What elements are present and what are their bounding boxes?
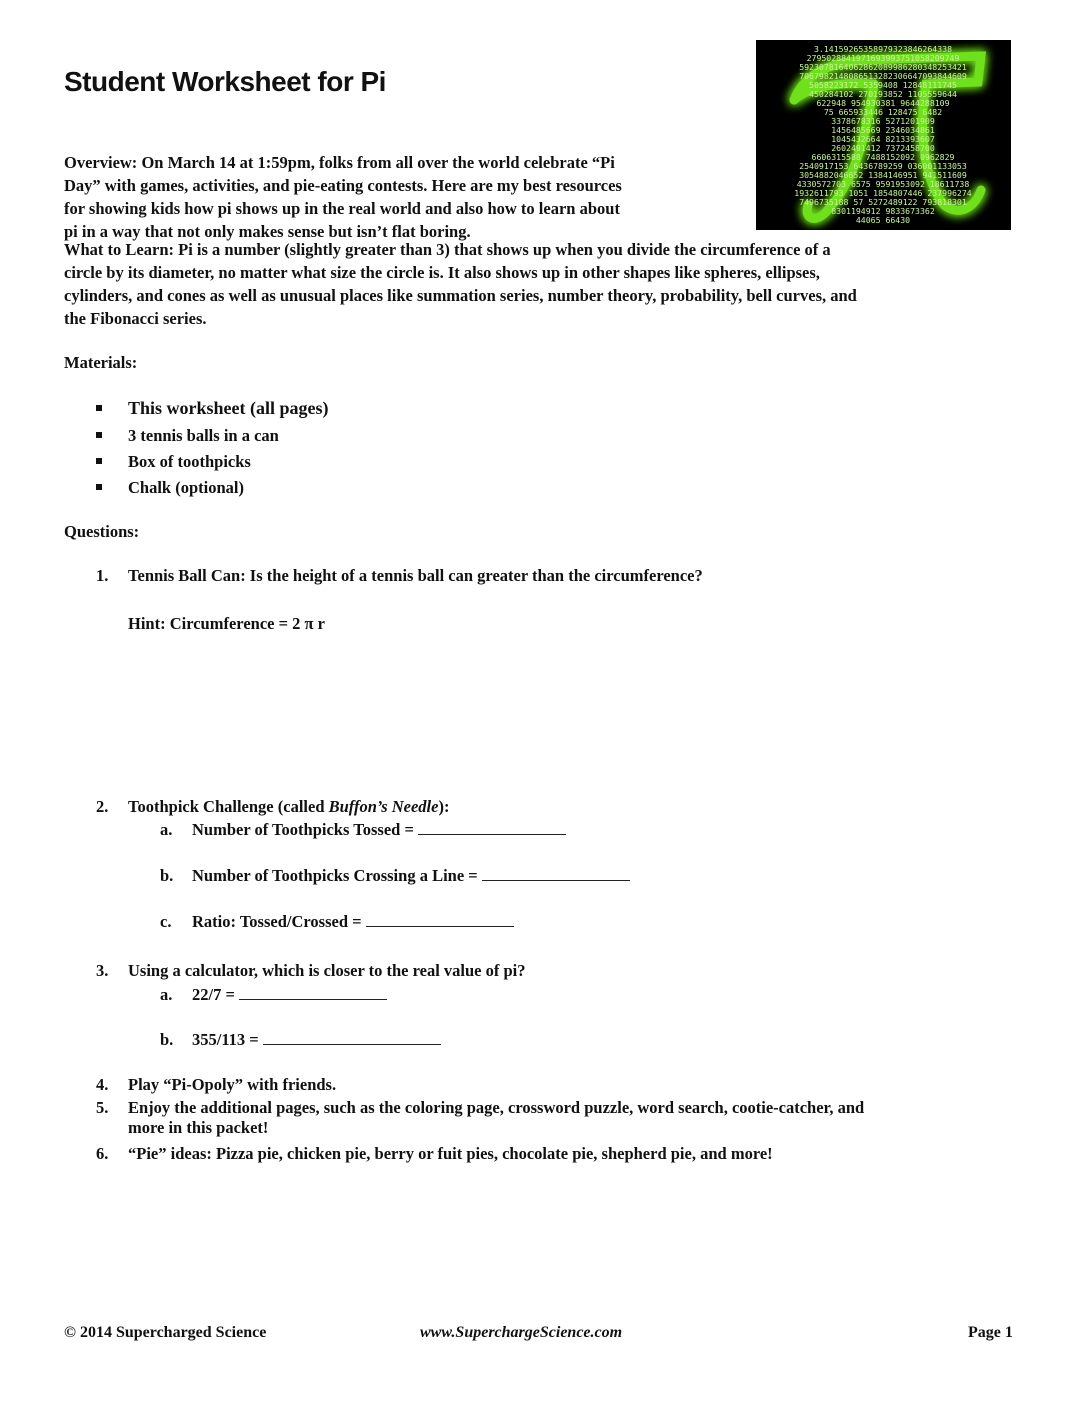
answer-blank-2b[interactable] [482, 866, 630, 881]
pi-digits-line: 5058223172 5359408 12848111745 [809, 80, 957, 90]
question-6-text: “Pie” ideas: Pizza pie, chicken pie, berry or fuit pies, chocolate pie, shepherd pie, and more! [128, 1144, 773, 1163]
pi-digits-line: 4330572703 6575 9591953092 18611738 [796, 179, 970, 189]
question-3-number: 3. [96, 961, 109, 980]
question-2b-letter: b. [160, 866, 174, 885]
pi-digits-line: 5923078164062862089986280348253421 [799, 62, 967, 72]
buffons-needle-term: Buffon’s Needle [328, 797, 439, 816]
footer-page-number: Page 1 [968, 1324, 1013, 1341]
material-item: This worksheet (all pages) [96, 398, 329, 419]
pi-digits-line: 44065 66430 [855, 215, 911, 225]
bullet-icon [96, 458, 102, 464]
pi-digits-line: 75 665933446 128475 6482 [823, 107, 943, 117]
pi-digits-line: 1456485669 2346034861 [831, 125, 935, 135]
material-item: Box of toothpicks [96, 452, 251, 472]
what-to-learn-paragraph: What to Learn: Pi is a number (slightly greater than 3) that shows up when you divide the circumference of a circle by its diameter, no matter what size the circle is. It also shows up in other shapes like spheres, ellipses, cylinders, and cones as well as unusual places like summation series, number theory, probability, bell curves, and the Fibonacci series. [64, 240, 857, 328]
question-1-hint: Hint: Circumference = 2 π r [128, 614, 325, 633]
question-3b: 355/113 = [192, 1030, 441, 1050]
pi-digits-line: 1932611793 1051 1854807446 237996274 [794, 188, 972, 198]
pi-digits-line: 2795028841971693993751058209749 [806, 53, 960, 63]
bullet-icon [96, 484, 102, 490]
question-5-number: 5. [96, 1098, 109, 1117]
what-to-learn-label: What to Learn: [64, 240, 174, 259]
materials-heading: Materials: [64, 353, 138, 372]
material-item: 3 tennis balls in a can [96, 426, 279, 446]
question-2-number: 2. [96, 797, 109, 816]
pi-digits-line: 2602491412 7372458700 [831, 143, 935, 153]
pi-digits-line: 7496735188 57 5272489122 793818301 [799, 197, 967, 207]
footer-website-link[interactable]: www.SuperchargeScience.com [420, 1324, 623, 1341]
pi-digits-line: 450284102 270193852 1105559644 [809, 89, 957, 99]
pi-digits-line: 7067982148086513282306647093844609 [799, 71, 967, 81]
question-3a: 22/7 = [192, 985, 387, 1005]
question-2c: Ratio: Tossed/Crossed = [192, 912, 514, 932]
answer-blank-3b[interactable] [263, 1030, 441, 1045]
pi-digits-line: 6606315588 7488152092 0962829 [811, 152, 955, 162]
answer-blank-2a[interactable] [418, 820, 566, 835]
question-1-number: 1. [96, 566, 109, 585]
pi-digits-line: 2540917153 6436789259 036001133053 [799, 161, 967, 171]
question-3b-letter: b. [160, 1030, 174, 1049]
question-3a-letter: a. [160, 985, 173, 1004]
question-2a: Number of Toothpicks Tossed = [192, 820, 566, 840]
question-6-number: 6. [96, 1144, 109, 1163]
pi-digits-line: 3.14159265358979323846264338 [813, 44, 953, 54]
answer-blank-3a[interactable] [239, 985, 387, 1000]
bullet-icon [96, 405, 102, 411]
overview-label: Overview: [64, 153, 138, 172]
question-4-number: 4. [96, 1075, 109, 1094]
bullet-icon [96, 432, 102, 438]
question-2-text: Toothpick Challenge (called Buffon’s Needle): [128, 797, 450, 816]
question-2a-letter: a. [160, 820, 173, 839]
pi-symbol-graphic [756, 40, 1011, 230]
page-title: Student Worksheet for Pi [64, 66, 386, 97]
pi-digits-line: 8301194912 9833673362 [831, 206, 935, 216]
answer-blank-2c[interactable] [366, 912, 514, 927]
pi-digits-line: 3378678316 5271201909 [831, 116, 935, 126]
question-4-text: Play “Pi-Opoly” with friends. [128, 1075, 337, 1094]
questions-heading: Questions: [64, 522, 140, 541]
material-item: Chalk (optional) [96, 478, 244, 498]
pi-image [756, 40, 1011, 230]
question-1-text: Tennis Ball Can: Is the height of a tennis ball can greater than the circumference? [128, 566, 703, 585]
pi-digits-line: 1045432664 8213393607 [831, 134, 935, 144]
question-2b: Number of Toothpicks Crossing a Line = [192, 866, 630, 886]
pi-digits-line: 3054882046652 1384146951 941511609 [799, 170, 967, 180]
footer-copyright: © 2014 Supercharged Science [64, 1324, 267, 1341]
overview-paragraph: Overview: On March 14 at 1:59pm, folks from all over the world celebrate “Pi Day” with games, activities, and pie-eating contests. Here are my best resources for showing kids how pi shows up in the real world and also how to learn about pi in a way that not only makes sense but isn’t flat boring. [64, 153, 622, 241]
pi-digits-line: 622948 954930381 9644288109 [816, 98, 950, 108]
question-3-text: Using a calculator, which is closer to the real value of pi? [128, 961, 526, 980]
question-2c-letter: c. [160, 912, 172, 931]
question-5-text: Enjoy the additional pages, such as the coloring page, crossword puzzle, word search, cootie-catcher, and more in this packet! [128, 1098, 865, 1137]
